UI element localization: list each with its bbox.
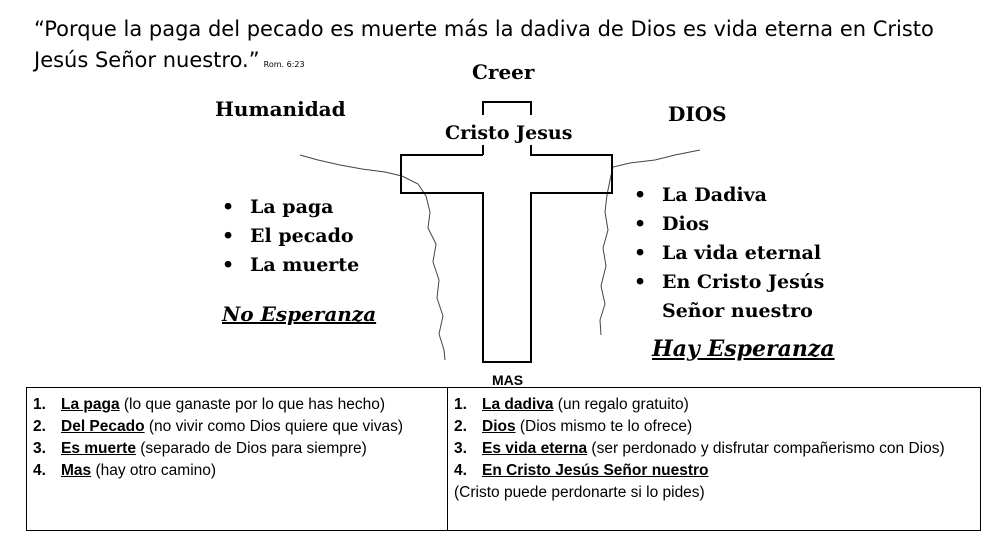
god-item: 1. La dadiva (un regalo gratuito) [454,396,689,413]
god-point: • La vida eternal [634,239,854,268]
item-description: (lo que ganaste por lo que has hecho) [119,396,385,413]
item-description: (hay otro camino) [91,462,217,479]
item-description: (ser perdonado y disfrutar compañerismo con Dios) [587,440,945,457]
humanity-point: • La paga [222,196,359,225]
humanity-item: 2. Del Pecado (no vivir como Dios quiere que vivas) [33,418,403,435]
forgiveness-note: (Cristo puede perdonarte si lo pides) [454,484,705,501]
humanity-item: 1. La paga (lo que ganaste por lo que has hecho) [33,396,385,413]
explanation-table [26,387,981,531]
humanidad-heading: Humanidad [215,97,346,121]
creer-label: Creer [472,60,535,84]
item-description: (un regalo gratuito) [553,396,689,413]
item-term: Del Pecado [61,418,145,435]
verse-text: “Porque la paga del pecado es muerte más la dadiva de Dios es vida eterna en Cristo Jesús Señor nuestro.” [34,17,934,72]
humanity-column [27,388,448,531]
humanity-point: • El pecado [222,225,359,254]
humanity-item: 3. Es muerte (separado de Dios para siempre) [33,440,367,457]
god-list [634,181,854,326]
god-item: 3. Es vida eterna (ser perdonado y disfrutar compañerismo con Dios) [454,440,945,457]
cristo-jesus-label: Cristo Jesus [445,122,573,144]
cross-shape [401,145,612,362]
god-column [448,388,981,531]
god-point: • La Dadiva [634,181,854,210]
item-description: (Dios mismo te lo ofrece) [515,418,693,435]
item-description: (separado de Dios para siempre) [135,440,367,457]
mas-label: MAS [492,372,524,388]
humanity-list [222,196,359,283]
humanity-item: 4. Mas (hay otro camino) [33,462,217,479]
hay-esperanza-label: Hay Esperanza [652,336,835,362]
dios-heading: DIOS [668,102,727,126]
item-term: En Cristo Jesús Señor nuestro [482,462,709,479]
item-term: La dadiva [482,396,554,413]
item-term: Dios [482,418,516,435]
no-esperanza-label: No Esperanza [222,302,377,326]
humanity-point: • La muerte [222,254,359,283]
god-point: • Dios [634,210,854,239]
god-point: • En Cristo Jesús Señor nuestro [634,268,854,326]
item-term: Es muerte [61,440,136,457]
item-term: Es vida eterna [482,440,588,457]
god-item: 2. Dios (Dios mismo te lo ofrece) [454,418,693,435]
item-term: La paga [61,396,120,413]
item-term: Mas [61,462,92,479]
item-description: (no vivir como Dios quiere que vivas) [144,418,403,435]
god-item: 4. En Cristo Jesús Señor nuestro [454,462,709,479]
verse-reference: Rom. 6:23 [263,60,305,69]
creer-bracket [483,102,531,115]
